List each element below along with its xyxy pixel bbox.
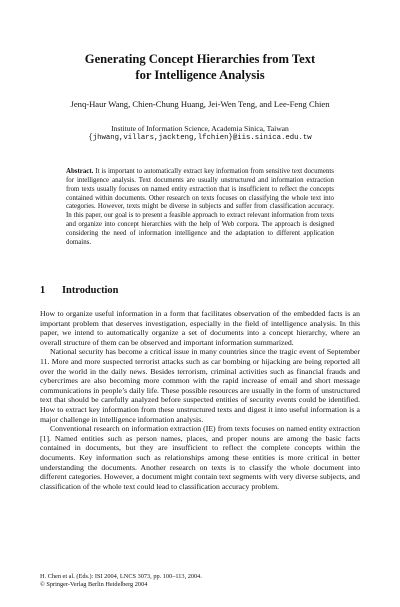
section-body (40, 309, 360, 491)
author-emails: {jhwang,villars,jackteng,lfchien}@iis.sinica.edu.tw (88, 133, 312, 142)
author-list: Jenq-Haur Wang, Chien-Chung Huang, Jei-Wen Teng, and Lee-Feng Chien (70, 99, 330, 109)
title-line-1: Generating Concept Hierarchies from Text (84, 52, 316, 66)
affiliation: Institute of Information Science, Academia Sinica, Taiwan (111, 124, 289, 133)
copyright-line: © Springer-Verlag Berlin Heidelberg 2004 (40, 581, 148, 588)
abstract (66, 168, 334, 248)
paragraph: How to organize useful information in a form that facilitates observation of the embedded facts is an important problem that deserves investigation, especially in the field of intelligence analysis. In this paper, we intend to automatically organize a set of documents into a concept hierarchy, where an overall structure of them can be observed and important information summarized. (40, 309, 360, 347)
page-footer (40, 573, 360, 589)
paragraph: National security has become a critical issue in many countries since the tragic event of September 11. More and more suspected terrorist attacks such as car bombing or hijacking are being reported all over the world in the daily news. Besides terrorism, criminal activities such as financial frauds and cybercrimes are also becoming more common with the rapid increase of email and short message communications in people’s daily life. These possible resources are usually in the form of unstructured text that should be carefully analyzed before suspected entities of security events could be identified. How to extract key information from these unstructured texts and digest it into useful information is a major challenge in intelligence information analysis. (40, 347, 360, 424)
citation-line: H. Chen et al. (Eds.): ISI 2004, LNCS 3073, pp. 100–113, 2004. (40, 573, 202, 580)
title-line-2: for Intelligence Analysis (135, 67, 265, 82)
abstract-label: Abstract. (66, 168, 94, 175)
paragraph: Conventional research on information extraction (IE) from texts focuses on named entity extraction [1]. Named entities such as person names, places, and proper nouns are among the basic facts contained in documents, but they are insufficient to reflect the complete concepts within the documents. Key information such as relationships among these entities is more critical in better understanding the documents. Another research on texts is to classify the whole document into different categories. However, a document might contain text segments with very diverse subjects, and classification of the whole text could lead to classification accuracy problem. (40, 424, 360, 491)
affiliation-block (30, 124, 370, 143)
abstract-text: It is important to automatically extract key information from sensitive text documents for intelligence analysis. Text documents are usually unstructured and information extraction from texts usually focuses on named entity extraction that is insufficient to reflect the concepts contained within documents. Other research on texts focuses on classifying the whole text into categories. However, texts might be diverse in subjects and suffer from classification accuracy. In this paper, our goal is to present a feasible approach to extract relevant information from texts and organize into concept hierarchies with the help of Web corpora. The approach is designed considering the need of information intelligence and the adaptation to different application domains. (66, 168, 334, 246)
section-heading (40, 285, 118, 296)
paper-title (40, 52, 360, 83)
section-title: Introduction (62, 285, 119, 296)
section-number: 1 (40, 285, 46, 296)
